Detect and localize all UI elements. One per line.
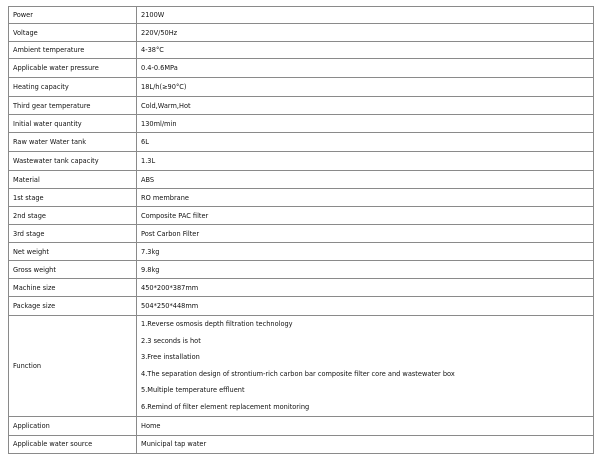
spec-row xyxy=(9,189,594,207)
spec-value: 4-38°C xyxy=(137,42,594,59)
spec-label: 3rd stage xyxy=(9,225,137,243)
spec-row xyxy=(9,243,594,261)
spec-value: RO membrane xyxy=(137,189,594,207)
spec-label: Gross weight xyxy=(9,261,137,279)
spec-value: Municipal tap water xyxy=(137,435,594,453)
spec-value: 220V/50Hz xyxy=(137,24,594,42)
spec-row xyxy=(9,42,594,59)
spec-label: Applicable water pressure xyxy=(9,59,137,78)
spec-value: Post Carbon Filter xyxy=(137,225,594,243)
spec-value: ABS xyxy=(137,171,594,189)
spec-label: Net weight xyxy=(9,243,137,261)
spec-value: Home xyxy=(137,416,594,435)
spec-row xyxy=(9,24,594,42)
spec-value: Cold,Warm,Hot xyxy=(137,97,594,115)
spec-label: Machine size xyxy=(9,279,137,297)
spec-label: Package size xyxy=(9,297,137,316)
function-item: 6.Remind of filter element replacement monitoring xyxy=(141,402,310,411)
spec-label: Applicable water source xyxy=(9,435,137,453)
function-row xyxy=(9,316,594,417)
function-label: Function xyxy=(9,316,137,417)
spec-label: Application xyxy=(9,416,137,435)
function-item: 1.Reverse osmosis depth filtration technology xyxy=(141,320,293,328)
spec-value: Composite PAC filter xyxy=(137,207,594,225)
spec-label: Ambient temperature xyxy=(9,42,137,59)
spec-label: Power xyxy=(9,7,137,24)
spec-label: Raw water Water tank xyxy=(9,133,137,152)
spec-row xyxy=(9,435,594,453)
spec-row xyxy=(9,78,594,97)
function-item: 4.The separation design of strontium-rich carbon bar composite filter core and wastewater box xyxy=(141,369,455,378)
spec-value: 18L/h(≥90°C) xyxy=(137,78,594,97)
spec-row xyxy=(9,225,594,243)
spec-label: Initial water quantity xyxy=(9,115,137,133)
spec-row xyxy=(9,279,594,297)
spec-label: 1st stage xyxy=(9,189,137,207)
spec-value: 2100W xyxy=(137,7,594,24)
spec-row xyxy=(9,133,594,152)
spec-value: 9.8kg xyxy=(137,261,594,279)
spec-label: 2nd stage xyxy=(9,207,137,225)
spec-value: 7.3kg xyxy=(137,243,594,261)
spec-label: Material xyxy=(9,171,137,189)
function-item: 5.Multiple temperature effluent xyxy=(141,386,245,395)
spec-label: Voltage xyxy=(9,24,137,42)
spec-row xyxy=(9,7,594,24)
spec-row xyxy=(9,297,594,316)
function-item: 3.Free installation xyxy=(141,353,200,362)
spec-value: 6L xyxy=(137,133,594,152)
spec-row xyxy=(9,261,594,279)
spec-row xyxy=(9,207,594,225)
spec-row xyxy=(9,152,594,171)
spec-value: 130ml/min xyxy=(137,115,594,133)
spec-value: 504*250*448mm xyxy=(137,297,594,316)
spec-row xyxy=(9,171,594,189)
spec-row xyxy=(9,115,594,133)
function-list xyxy=(137,316,594,417)
spec-table xyxy=(8,6,594,454)
spec-row xyxy=(9,416,594,435)
spec-row xyxy=(9,97,594,115)
spec-value: 0.4-0.6MPa xyxy=(137,59,594,78)
spec-row xyxy=(9,59,594,78)
spec-label: Third gear temperature xyxy=(9,97,137,115)
spec-value: 1.3L xyxy=(137,152,594,171)
spec-value: 450*200*387mm xyxy=(137,279,594,297)
spec-label: Wastewater tank capacity xyxy=(9,152,137,171)
spec-label: Heating capacity xyxy=(9,78,137,97)
function-item: 2.3 seconds is hot xyxy=(141,336,201,345)
